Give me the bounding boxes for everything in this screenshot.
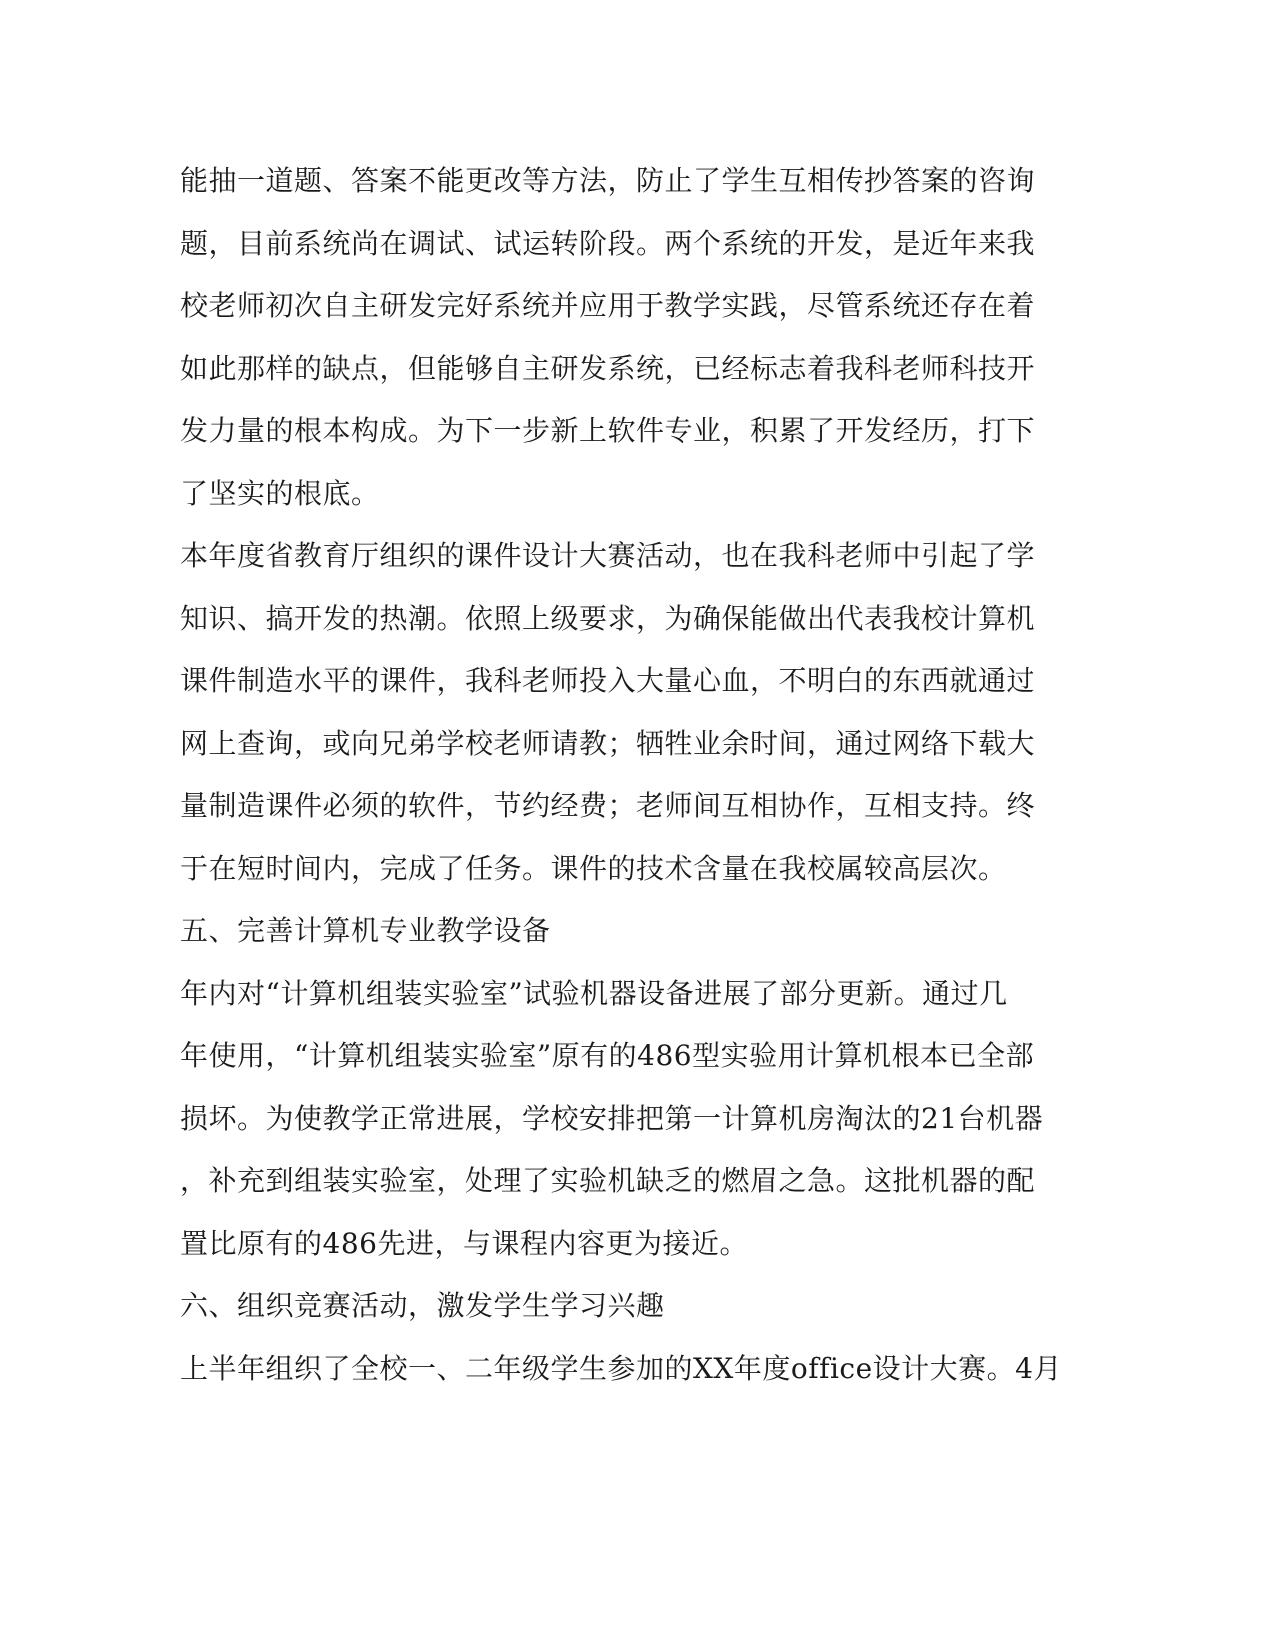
text-line: 课件制造水平的课件，我科老师投入大量心血，不明白的东西就通过 bbox=[180, 664, 1036, 697]
text-line: 发力量的根本构成。为下一步新上软件专业，积累了开发经历，打下 bbox=[180, 414, 1036, 447]
text-line: 题，目前系统尚在调试、试运转阶段。两个系统的开发，是近年来我 bbox=[180, 226, 1036, 260]
document-body bbox=[180, 158, 1062, 1408]
text-line: 损坏。为使教学正常进展，学校安排把第一计算机房淘汰的21台机器 bbox=[180, 1101, 1044, 1135]
text-line: 校老师初次自主研发完好系统并应用于教学实践，尽管系统还存在着 bbox=[180, 289, 1036, 322]
text-line: 年使用，“计算机组装实验室”原有的486型实验用计算机根本已全部 bbox=[180, 1039, 1035, 1072]
text-line: 年内对“计算机组装实验室”试验机器设备进展了部分更新。通过几 bbox=[180, 976, 1008, 1010]
section-heading: 五、完善计算机专业教学设备 bbox=[180, 914, 551, 947]
text-line: 本年度省教育厅组织的课件设计大赛活动，也在我科老师中引起了学 bbox=[180, 539, 1036, 572]
text-line: 如此那样的缺点，但能够自主研发系统，已经标志着我科老师科技开 bbox=[180, 351, 1036, 385]
text-line: 量制造课件必须的软件，节约经费；老师间互相协作，互相支持。终 bbox=[180, 789, 1036, 822]
text-line: 上半年组织了全校一、二年级学生参加的XX年度office设计大赛。4月 bbox=[180, 1351, 1062, 1385]
text-line: 知识、搞开发的热潮。依照上级要求，为确保能做出代表我校计算机 bbox=[180, 601, 1036, 635]
section-heading: 六、组织竞赛活动，激发学生学习兴趣 bbox=[180, 1289, 665, 1322]
text-line: ，补充到组装实验室，处理了实验机缺乏的燃眉之急。这批机器的配 bbox=[180, 1164, 1036, 1197]
text-line: 于在短时间内，完成了任务。课件的技术含量在我校属较高层次。 bbox=[180, 851, 1007, 885]
text-line: 网上查询，或向兄弟学校老师请教；牺牲业余时间，通过网络下载大 bbox=[180, 726, 1036, 760]
text-line: 能抽一道题、答案不能更改等方法，防止了学生互相传抄答案的咨询 bbox=[180, 164, 1036, 197]
text-line: 置比原有的486先进，与课程内容更为接近。 bbox=[180, 1226, 748, 1260]
text-line: 了坚实的根底。 bbox=[180, 476, 380, 510]
